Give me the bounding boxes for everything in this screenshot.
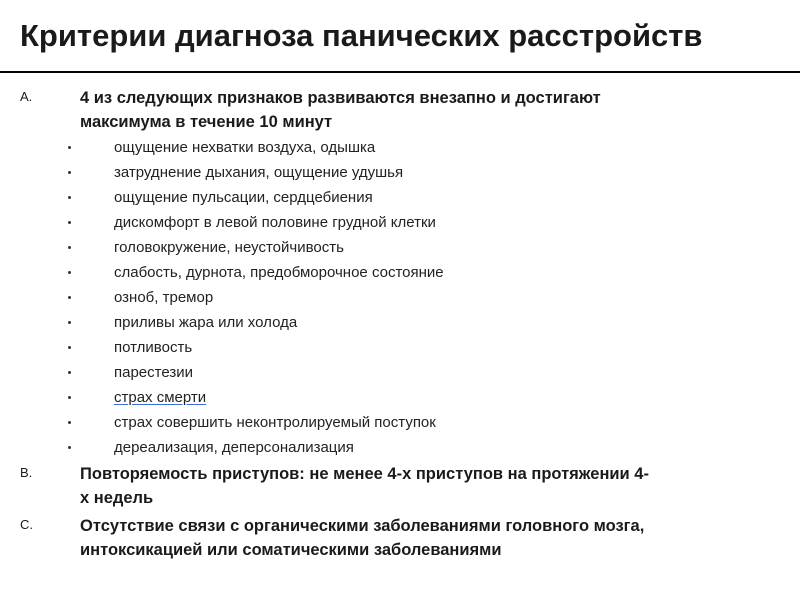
bullet-icon [68,371,71,374]
symptom-text: страх смерти [114,389,207,406]
criterion-a-line-1: 4 из следующих признаков развиваются внезапно и достигают [80,89,601,107]
symptom-text: страх совершить неконтролируемый поступок [114,414,436,431]
bullet-icon [68,446,71,449]
list-item [0,212,800,237]
list-item [0,137,800,162]
symptom-text: ощущение пульсации, сердцебиения [114,189,373,206]
criterion-b-line-2: х недель [80,489,154,507]
list-item [0,237,800,262]
bullet-icon [68,421,71,424]
symptom-text: озноб, тремор [114,289,214,306]
criterion-a-line-2: максимума в течение 10 минут [80,113,333,131]
list-item [0,162,800,187]
bullet-icon [68,346,71,349]
list-item [0,437,800,462]
bullet-icon [68,221,71,224]
symptom-text: ощущение нехватки воздуха, одышка [114,139,376,156]
criterion-c-letter: C. [20,517,33,532]
symptom-text: головокружение, неустойчивость [114,239,344,256]
symptom-text: затруднение дыхания, ощущение удушья [114,164,404,181]
symptom-text: слабость, дурнота, предобморочное состояние [114,264,444,281]
list-item [0,362,800,387]
list-item [0,312,800,337]
bullet-icon [68,271,71,274]
bullet-icon [68,246,71,249]
list-item [0,337,800,362]
list-item [0,187,800,212]
title-divider [0,71,800,73]
criterion-b-letter: B. [20,465,33,480]
criterion-c-line-1: Отсутствие связи с органическими заболеваниями головного мозга, [80,517,645,535]
bullet-icon [68,396,71,399]
bullet-icon [68,171,71,174]
slide-title: Критерии диагноза панических расстройств [20,18,703,53]
list-item [0,387,800,412]
symptom-text: парестезии [114,364,193,381]
list-item [0,412,800,437]
symptom-text: потливость [114,339,193,356]
symptom-text: дискомфорт в левой половине грудной клетки [114,214,436,231]
bullet-icon [68,321,71,324]
criterion-b-line-1: Повторяемость приступов: не менее 4-х приступов на протяжении 4- [80,465,649,483]
list-item [0,287,800,312]
bullet-icon [68,296,71,299]
criterion-a-letter: A. [20,89,33,104]
bullet-icon [68,196,71,199]
criterion-c-line-2: интоксикацией или соматическими заболеваниями [80,541,502,559]
bullet-icon [68,146,71,149]
list-item [0,262,800,287]
symptom-text: приливы жара или холода [114,314,298,331]
symptom-text: дереализация, деперсонализация [114,439,354,456]
